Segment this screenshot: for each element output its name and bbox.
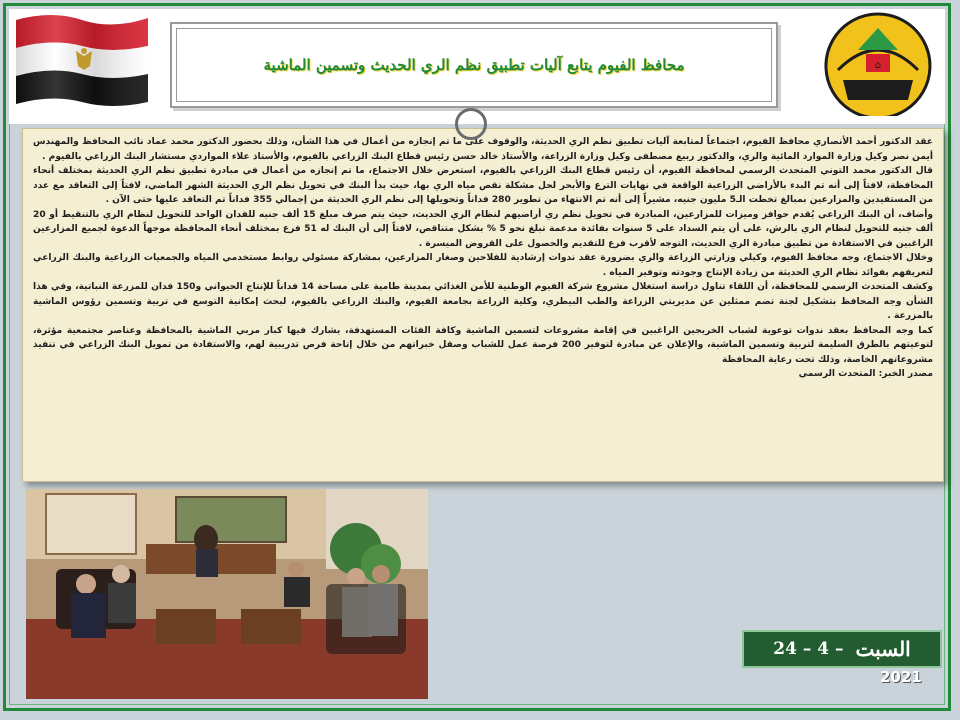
headline-title: محافظ الفيوم يتابع آليات تطبيق نظم الري الحديث وتسمين الماشية xyxy=(263,56,685,74)
article-body xyxy=(33,135,933,382)
article-paragraph: وخلال الاجتماع، وجه محافظ الفيوم، وكيلي وزارتي الزراعة والري بضرورة عقد ندوات إرشادية للفلاحين وصغار المزارعين، بمشاركة مسئولي روابط مستخدمي المياه والجمعيات الزراعية والبنك الزراعي لتعريفهم بفوائد نظام الري الحديثة من زيادة الإنتاج وجودته وتوفير المياه . xyxy=(33,253,933,278)
article-paragraph: عقد الدكتور أحمد الأنصاري محافظ الفيوم، اجتماعاً لمتابعة آليات تطبيق نظم الري الحديثة، والوقوف على ما تم إنجازه من أعمال في هذا الشأن، وذلك بحضور الدكتور محمد عماد نائب المحافظ والمهندس أيمن نصر وكيل وزارة الموارد المائية والري، والدكتور ربيع مصطفى وكيل وزارة الزراعة، والأستاذ خالد حسن رئيس قطاع البنك الزراعي بالفيوم، والأستاذ علاء المواردي مستشار البنك الزراعي بالفيوم . xyxy=(33,137,933,162)
date-numbers: 24 – 4 – xyxy=(773,639,844,659)
governorate-logo-icon xyxy=(818,10,938,116)
headline-box xyxy=(170,22,778,108)
svg-text:⌂: ⌂ xyxy=(874,60,882,71)
date-day: السبت xyxy=(855,637,911,661)
article-source: مصدر الخبر: المتحدث الرسمي xyxy=(798,369,933,379)
article-paragraph: قال الدكتور محمد التوني المتحدث الرسمي لمحافظة الفيوم، أن رئيس قطاع البنك الزراعي بالفيوم، استعرض خلال الاجتماع، ما تم إنجازه من أعمال في مبادرة تطبيق نظم الري الحديثة بمختلف أنحاء المحافظة، لافتاً إلى أنه تم البدء بالأراضي الزراعية الواقعة في نهايات الترع والأبحر لحل مشكلة نقص مياه الري بها، حيث بدأ البنك في تحويل نظم الري الحديثة الشهر الماضي، لافتاً إلى التعاقد مع عدد من المستفيدين والمزارعين بمبالغ تخطت الـ5 مليون جنيه، مشيراً إلى أنه تم الانتهاء من تطوير 280 فداناً وتحويلها إلى نظم الري الحديثة من إجمالي 355 فداناً تم التعاقد عليها حتى الآن . xyxy=(33,166,933,205)
article-paragraph: وأضاف، أن البنك الزراعي يُقدم حوافز وميزات للمزارعين، المبادرة في تحويل نظم ري أراضيهم لنظام الري الحديث، حيث يتم صرف مبلغ 15 ألف جنيه للفدان الواحد للتحويل لنظام الري بالتنقيط أو 20 ألف جنيه للتحويل لنظام الري بالرش، على أن يتم السداد على 5 سنوات بفائدة مدعمة تبلغ نحو 5 % بشكل متناقص، لافتاً إلى أن البنك له 51 فرع بمختلف أنحاء المحافظة موجهاً الدعوة لجميع المزارعين الراغبين في الاستفادة من تطبيق مبادرة الري الحديث، التوجه لأقرب فرع للتقديم والحصول على القروض الميسرة . xyxy=(33,209,933,249)
date-badge xyxy=(742,630,942,668)
egypt-flag-icon xyxy=(12,10,150,108)
article-paragraph: وكشف المتحدث الرسمي للمحافظة، أن اللقاء تناول دراسة استغلال مشروع شركة الفيوم الوطنية للأمن الغذائي بمدينة طامية على مساحة 14 فداناً للإنتاج الحيواني و150 فدان للمزرعة النباتية، وفي هذا الشأن وجه المحافظ بتشكيل لجنة تضم ممثلين عن مديريتي الزراعة والطب البيطري، وكلية الزراعة بجامعة الفيوم، والبنك الزراعي بالفيوم، لبحث إمكانية التوسع في تربية وتسمين رؤوس الماشية بالمزرعة . xyxy=(33,282,933,321)
article-paragraph: كما وجه المحافظ بعقد ندوات توعوية لشباب الخريجين الراغبين في إقامة مشروعات لتسمين الماشية وكافة الفئات المستهدفة، يشارك فيها كبار مربي الماشية بالمحافظة وعناصر مجتمعية مؤثرة، لتوعيتهم بالطرق السليمة لتربية وتسمين الماشية، والإعلان عن مبادرة لتوفير 200 فرصة عمل للشباب وصقل خبراتهم من خلال إتاحة فرص تدريبية لهم، والاستفادة من تمويل البنك الزراعي في تنفيذ مشروعاتهم الخاصة، وذلك تحت رعاية المحافظة xyxy=(33,325,933,365)
date-year: 2021 xyxy=(880,668,922,686)
binder-ring-icon xyxy=(455,108,487,140)
meeting-photo xyxy=(26,489,428,699)
article-box xyxy=(22,128,944,482)
